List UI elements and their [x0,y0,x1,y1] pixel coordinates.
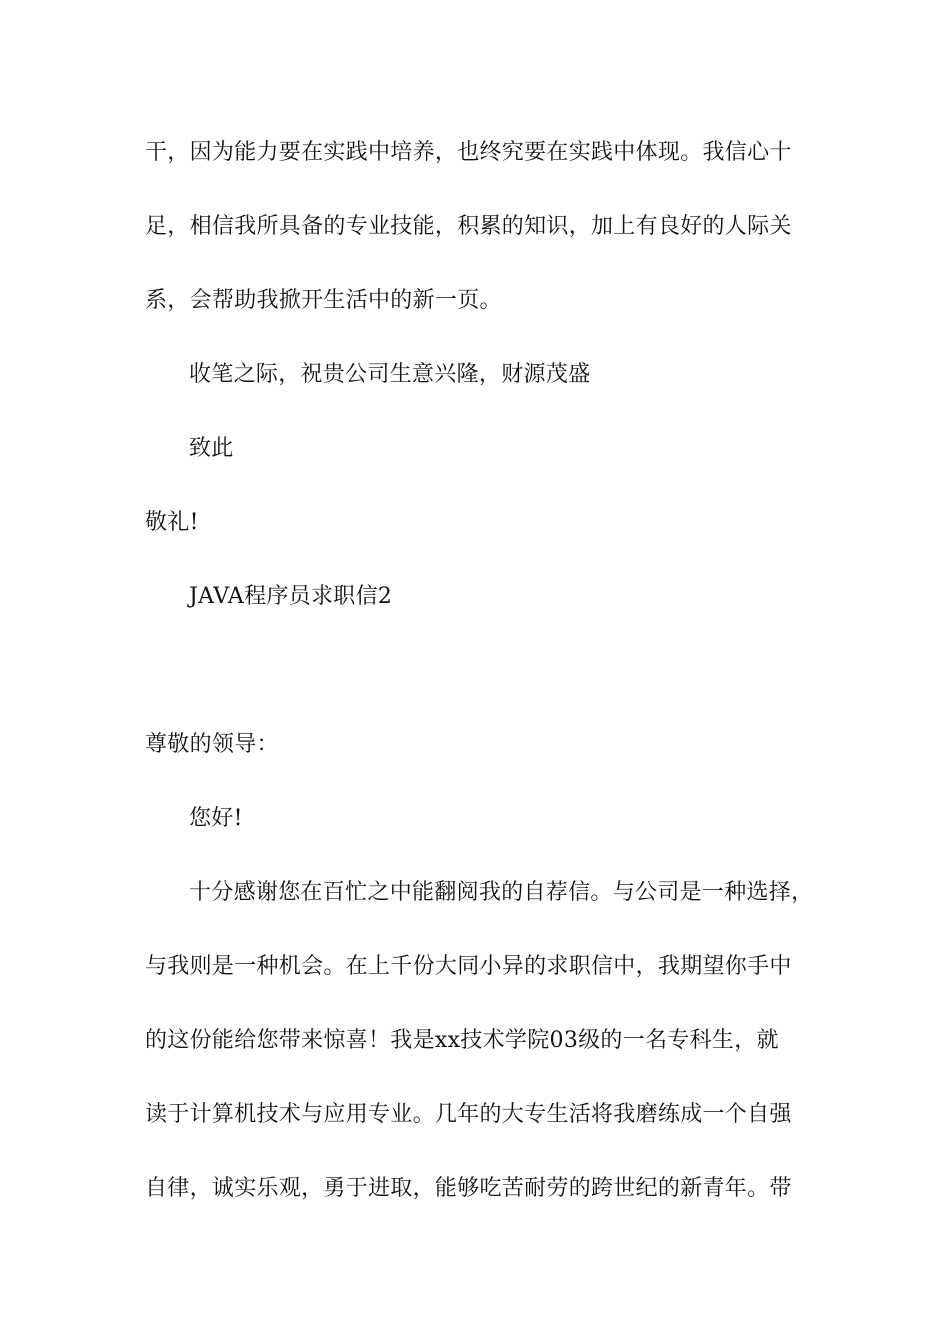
paragraph-line: 与我则是一种机会。在上千份大同小异的求职信中，我期望你手中 [145,954,792,979]
greeting: 您好! [189,806,243,831]
paragraph-line: 十分感谢您在百忙之中能翻阅我的自荐信。与公司是一种选择， [189,880,814,905]
paragraph-line: 系，会帮助我掀开生活中的新一页。 [145,288,502,313]
closing-jingli: 敬礼! [145,510,199,535]
paragraph-line: 的这份能给您带来惊喜！我是xx技术学院03级的一名专科生，就 [145,1028,779,1053]
closing-wish: 收笔之际，祝贵公司生意兴隆，财源茂盛 [189,362,591,387]
paragraph-line: 自律，诚实乐观，勇于进取，能够吃苦耐劳的跨世纪的新青年。带 [145,1176,792,1201]
paragraph-line: 足，相信我所具备的专业技能，积累的知识，加上有良好的人际关 [145,214,792,239]
paragraph-line: 干，因为能力要在实践中培养，也终究要在实践中体现。我信心十 [145,140,792,165]
section-title: JAVA程序员求职信2 [189,584,393,609]
paragraph-line: 读于计算机技术与应用专业。几年的大专生活将我磨练成一个自强 [145,1102,792,1127]
closing-zhici: 致此 [189,436,234,461]
salutation: 尊敬的领导： [145,732,279,757]
